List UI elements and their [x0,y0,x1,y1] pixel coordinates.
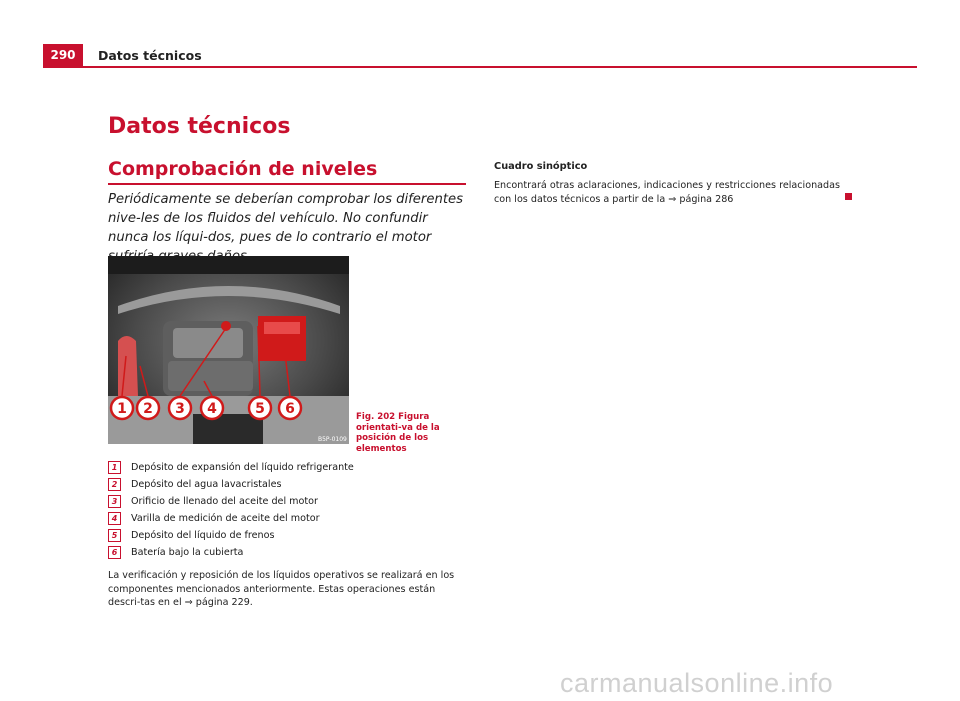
section-intro: Periódicamente se deberían comprobar los diferentes nive-les de los fluidos del vehículo. No confundir nunca los líqui-dos, pues de lo contrario el motor [108,192,463,245]
svg-text:6: 6 [285,401,295,417]
svg-text:4: 4 [207,401,217,417]
legend-text: Orificio de llenado del aceite del motor [131,496,318,507]
section-title: Comprobación de niveles [108,158,378,180]
page-number: 290 [43,44,83,66]
legend-item [108,459,468,476]
legend-number: 2 [108,478,121,491]
overview-title: Cuadro sinóptico [494,161,588,172]
header-rule [43,66,917,68]
legend-item [108,527,468,544]
legend-item [108,510,468,527]
legend-item [108,476,468,493]
running-head: Datos técnicos [98,48,202,63]
figure-caption: Fig. 202 Figura orientati-va de la posición de los elementos [356,412,440,454]
legend-number: 3 [108,495,121,508]
callout-4 [201,397,223,419]
callout-6 [279,397,301,419]
engine-bay-figure [108,256,349,444]
legend-text: Depósito del agua lavacristales [131,479,282,490]
legend-list [108,459,468,561]
svg-text:1: 1 [117,401,127,417]
section-end-marker [845,193,852,200]
body-paragraph: La verificación y reposición de los líquidos operativos se realizará en los componentes mencionados anteriormente. Estas operaciones están descri-tas en el ⇒ página 229. [108,570,455,609]
svg-text:5: 5 [255,401,265,417]
legend-number: 5 [108,529,121,542]
callout-3 [169,397,191,419]
legend-number: 6 [108,546,121,559]
overview-text: Encontrará otras aclaraciones, indicaciones y restricciones relacionadas con los datos técnicos a partir de la ⇒ página 286 [494,180,840,205]
watermark: carmanualsonline.info [560,668,834,698]
callout-1 [111,397,133,419]
legend-text: Depósito del líquido de frenos [131,530,275,541]
callout-2 [137,397,159,419]
svg-text:2: 2 [143,401,153,417]
chapter-title: Datos técnicos [108,114,291,139]
legend-text: Depósito de expansión del líquido refrigerante [131,462,354,473]
callout-5 [249,397,271,419]
legend-item [108,493,468,510]
figure-code: B5P-0109 [318,436,347,443]
legend-number: 4 [108,512,121,525]
svg-text:3: 3 [175,401,185,417]
section-rule [108,183,466,185]
legend-item [108,544,468,561]
legend-number: 1 [108,461,121,474]
legend-text: Varilla de medición de aceite del motor [131,513,320,524]
legend-text: Batería bajo la cubierta [131,547,244,558]
